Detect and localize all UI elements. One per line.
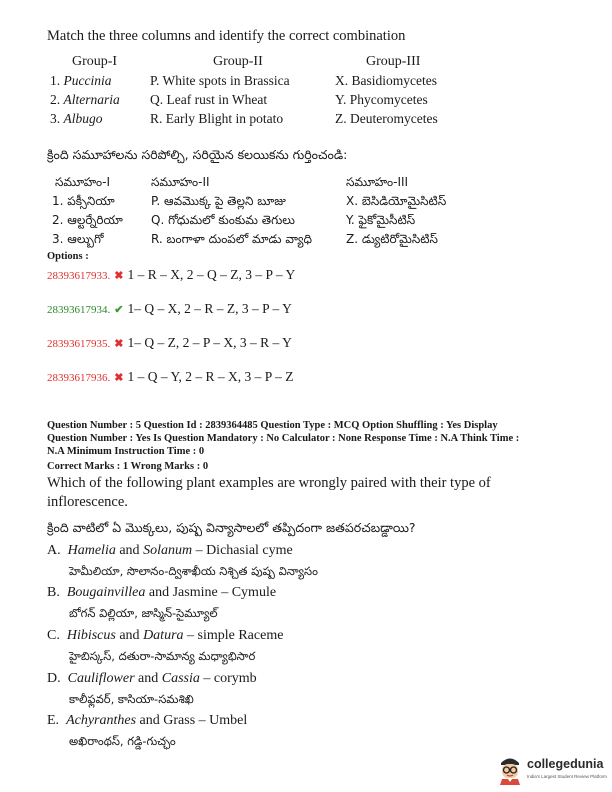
q2-choice-e-telugu: అఖిరాంథస్, గడ్డి-గుచ్ఛం <box>69 734 176 748</box>
q2-marks: Correct Marks : 1 Wrong Marks : 0 <box>47 461 209 472</box>
option-3-text: 1– Q – Z, 2 – P – X, 3 – R – Y <box>127 335 292 350</box>
q1-telugu-row-3-col-2: R. బంగాళా దుంపలో మాడు వ్యాధి <box>151 232 312 246</box>
q1-row-2-col-2: Q. Leaf rust in Wheat <box>150 92 268 107</box>
q1-telugu-row-2-col-1: 2. ఆల్టర్నేరియా <box>52 213 123 227</box>
q1-telugu-header-3: సమూహం-III <box>346 175 409 189</box>
q2-choice-c-telugu: హైబిస్కస్, దతురా-సామాన్య మధ్యాభిసార <box>69 649 256 663</box>
option-3[interactable] <box>47 334 292 352</box>
q1-header-group-1: Group-I <box>72 54 118 69</box>
option-2-text: 1– Q – X, 2 – R – Z, 3 – P – Y <box>127 301 292 316</box>
option-4-id: 28393617936. <box>47 372 111 384</box>
q2-choice-b: B. Bougainvillea and Jasmine – Cymule <box>47 585 277 600</box>
q1-row-3-col-2: R. Early Blight in potato <box>150 111 284 126</box>
q2-question-line-1: Which of the following plant examples are wrongly paired with their type of <box>47 475 491 491</box>
q1-telugu-title: క్రింది సమూహాలను సరిపోల్చి, సరియైన కలయికను గుర్తించండి: <box>47 147 348 162</box>
q1-telugu-row-1-col-1: 1. పక్సీనియా <box>52 194 115 208</box>
q2-choice-c: C. Hibiscus and Datura – simple Raceme <box>47 628 284 643</box>
q1-row-2-col-1: 2. Alternaria <box>50 92 120 107</box>
option-2[interactable] <box>47 300 292 318</box>
correct-check-icon: ✔ <box>114 304 124 316</box>
q1-telugu-row-3-col-1: 3. ఆల్బుగో <box>52 232 104 246</box>
q1-row-3-col-1: 3. Albugo <box>50 111 103 126</box>
logo-tagline: India's Largest Student Review Platform <box>527 774 607 779</box>
q1-row-1-col-1: 1. Puccinia <box>50 73 112 88</box>
wrong-mark-icon: ✖ <box>114 338 124 350</box>
q2-choice-a-telugu: హెమీలియా, సొలానం-ద్విశాఖీయ నిశ్చిత పుష్ప విన్యాసం <box>69 564 318 578</box>
collegedunia-logo <box>495 753 607 787</box>
option-3-id: 28393617935. <box>47 338 111 350</box>
q2-choice-d: D. Cauliflower and Cassia – corymb <box>47 671 257 686</box>
logo-name: collegedunia <box>527 757 604 771</box>
q1-telugu-header-2: సమూహం-II <box>151 175 210 189</box>
q2-choice-b-telugu: బోగన్ విల్లియా, జాస్మిన్-సైమ్యూల్ <box>69 606 218 620</box>
mascot-icon <box>495 753 525 785</box>
q2-meta-line-2: Question Number : Yes Is Question Mandatory : No Calculator : None Response Time : N.A Think Time : <box>47 433 520 444</box>
wrong-mark-icon: ✖ <box>114 372 124 384</box>
q2-question-line-2: inflorescence. <box>47 494 128 510</box>
q2-meta-line-1: Question Number : 5 Question Id : 2839364485 Question Type : MCQ Option Shuffling : Yes Display <box>47 420 498 431</box>
q2-choice-e: E. Achyranthes and Grass – Umbel <box>47 713 248 728</box>
q1-telugu-row-2-col-2: Q. గోధుమలో కుంకుమ తెగులు <box>151 213 295 227</box>
option-4-text: 1 – Q – Y, 2 – R – X, 3 – P – Z <box>127 369 294 384</box>
q1-header-group-3: Group-III <box>366 54 421 69</box>
q1-header-group-2: Group-II <box>213 54 263 69</box>
option-4[interactable] <box>47 368 293 386</box>
q1-row-1-col-3: X. Basidiomycetes <box>335 73 437 88</box>
q1-telugu-row-2-col-3: Y. ఫైకోమైసీటిస్ <box>346 213 416 227</box>
q1-row-2-col-3: Y. Phycomycetes <box>335 92 428 107</box>
q1-telugu-row-1-col-3: X. బెసిడియోమైసిటిస్ <box>346 194 447 208</box>
options-label: Options : <box>47 251 89 262</box>
q2-choice-a: A. Hamelia and Solanum – Dichasial cyme <box>47 543 293 558</box>
option-1-id: 28393617933. <box>47 270 111 282</box>
q2-choice-d-telugu: కాలీఫ్లవర్, కాసియా-సమశిఖి <box>69 692 194 706</box>
option-1[interactable] <box>47 266 295 284</box>
q2-telugu-question: క్రింది వాటిలో ఏ మొక్కలు, పుష్ప విన్యాసాలలో తప్పిదంగా జతపరచబడ్డాయి? <box>47 520 416 535</box>
q1-telugu-header-1: సమూహం-I <box>55 175 110 189</box>
q1-row-1-col-2: P. White spots in Brassica <box>150 73 290 88</box>
q2-meta-line-3: N.A Minimum Instruction Time : 0 <box>47 446 205 457</box>
q1-row-3-col-3: Z. Deuteromycetes <box>335 111 438 126</box>
q1-telugu-row-1-col-2: P. ఆవమొక్క పై తెల్లని బూజు <box>151 194 286 208</box>
option-1-text: 1 – R – X, 2 – Q – Z, 3 – P – Y <box>127 267 296 282</box>
option-2-id: 28393617934. <box>47 304 111 316</box>
wrong-mark-icon: ✖ <box>114 270 124 282</box>
q1-title: Match the three columns and identify the correct combination <box>47 28 406 44</box>
q1-telugu-row-3-col-3: Z. డ్యుటిరోమైసిటిస్ <box>346 232 438 246</box>
